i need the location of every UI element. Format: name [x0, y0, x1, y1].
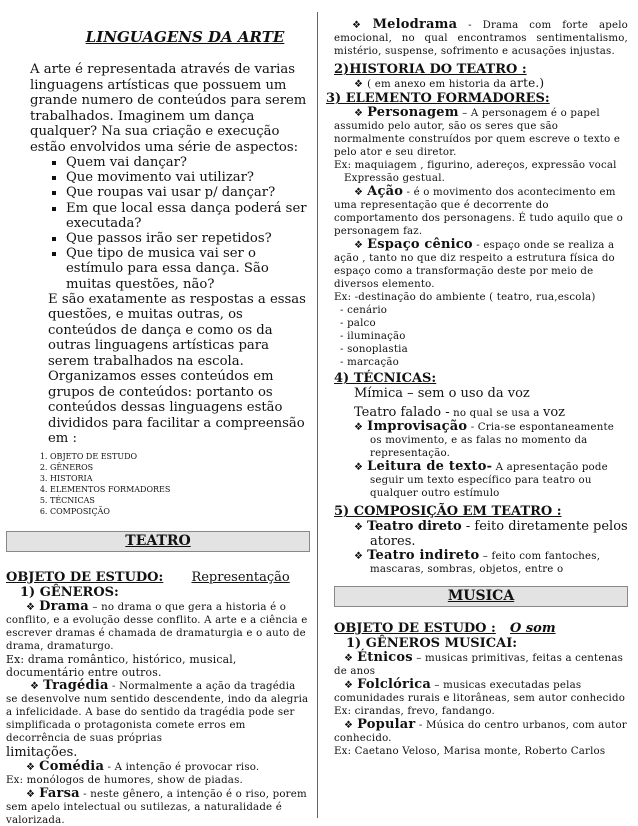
comedia-example: Ex: monólogos de humores, show de piadas.	[6, 774, 243, 786]
drama-title: Drama	[39, 598, 89, 614]
composicao-heading: 5) COMPOSIÇÃO EM TEATRO :	[334, 504, 562, 519]
right-column	[322, 0, 638, 826]
tragedia-title: Tragédia	[43, 677, 109, 693]
teatro-falado-text: no qual se usa a	[449, 408, 543, 419]
list-item: ▪ Em que local essa dança poderá ser executada?	[66, 201, 310, 231]
list-item: ▪ Que tipo de musica vai ser o estímulo para essa dança. São muitas questões, não?	[66, 246, 310, 292]
list-item: ▪ Que movimento vai utilizar?	[66, 170, 310, 185]
elementos-heading: 3) ELEMENTO FORMADORES:	[326, 91, 550, 106]
espaco-items	[340, 304, 628, 369]
direto-text: - feito diretamente pelos atores.	[370, 519, 628, 549]
diamond-bullet-icon: ❖	[354, 187, 364, 198]
historia-paragraph	[354, 77, 628, 91]
list-item: ▪ Que roupas vai usar p/ dançar?	[66, 185, 310, 200]
indireto-text: – feito com fantoches, mascaras, sombras, objetos, entre o	[370, 551, 601, 575]
indireto-paragraph	[354, 549, 628, 576]
etnicos-title: Étnicos	[357, 650, 413, 665]
espaco-example: Ex: -destinação do ambiente ( teatro, rua,escola)	[334, 292, 596, 303]
diamond-bullet-icon: ❖	[26, 601, 36, 613]
drama-text: – no drama o que gera a historia é o conflito, e a evolução desse conflito. A arte e a ciência e escrever dramas é chamada de dramaturgia e o auto de drama, dramaturgo.	[6, 601, 308, 652]
generos-heading: 1) GÊNEROS MUSICAI:	[346, 636, 518, 651]
paragraph-groups: Organizamos esses conteúdos em grupos de conteúdos: portanto os conteúdos dessas linguagens estão divididos para facilitar a compreensão em :	[48, 369, 305, 447]
list-item: 5. TÉCNICAS	[50, 495, 310, 506]
diamond-bullet-icon: ❖	[352, 20, 369, 31]
list-item: - marcação	[340, 357, 399, 368]
diamond-bullet-icon: ❖	[344, 680, 354, 691]
list-item: 4. ELEMENTOS FORMADORES	[50, 484, 310, 495]
historia-text: ( em anexo em historia da	[367, 79, 510, 90]
tragedia-paragraph	[6, 679, 310, 745]
melodrama-title: Melodrama	[372, 17, 458, 32]
objeto-label: OBJETO DE ESTUDO:	[6, 569, 164, 585]
list-item: - iluminação	[340, 331, 406, 342]
column-divider	[317, 12, 318, 818]
page-title: LINGUAGENS DA ARTE	[85, 28, 285, 46]
espaco-title: Espaço cênico	[367, 237, 473, 252]
list-item: 1. OBJETO DE ESTUDO	[50, 451, 310, 462]
improvisacao-paragraph	[354, 420, 628, 460]
folclorica-text: – musicas executadas pelas comunidades rurais e litorâneas, sem autor conhecido	[334, 680, 626, 704]
espaco-text: - espaço onde se realiza a ação , tanto no que diz respeito a estrutura física do espaço como a transformação deste por meio de diversos elemento.	[334, 240, 615, 290]
tragedia-end: limitações.	[6, 744, 78, 760]
diamond-bullet-icon: ❖	[26, 761, 36, 773]
tragedia-text: - Normalmente a ação da tragédia se desenvolve num sentido descendente, indo da alegria a infelicidade. A base do sentido da tragédia pode ser simplificada o protagonista comete erros em decorrência de suas próprias	[6, 680, 309, 744]
list-item: ▪ Quem vai dançar?	[66, 155, 310, 170]
left-column	[0, 0, 316, 826]
personagem-text: – A personagem é o papel assumido pelo autor, são os seres que são normalmente construídos por quem escreve o texto e pelo ator e seu diretor.	[334, 108, 621, 158]
folclorica-paragraph	[334, 678, 628, 705]
content-group-list	[30, 451, 310, 517]
farsa-title: Farsa	[39, 785, 80, 801]
popular-example: Ex: Caetano Veloso, Marisa monte, Roberto Carlos	[334, 746, 606, 757]
personagem-example: Ex: maquiagem , figurino, adereços, expressão vocal	[334, 160, 617, 171]
indireto-title: Teatro indireto	[367, 548, 480, 563]
popular-text: - Música do centro urbanos, com autor conhecido.	[334, 720, 627, 744]
melodrama-text: - Drama com forte apelo emocional, no qual encontramos sentimentalismo, mistério, suspense, sofrimento e acusações injustas.	[334, 20, 628, 57]
leitura-text: A apresentação pode seguir um texto específico para teatro ou qualquer outro estímulo	[370, 462, 608, 499]
diamond-bullet-icon: ❖	[30, 680, 40, 692]
diamond-bullet-icon: ❖	[354, 551, 364, 562]
diamond-bullet-icon: ❖	[26, 788, 36, 800]
question-list	[30, 155, 310, 292]
comedia-text: - A intenção é provocar riso.	[104, 761, 260, 773]
comedia-title: Comédia	[39, 758, 105, 774]
objeto-label: OBJETO DE ESTUDO :	[334, 621, 496, 636]
historia-end: arte.)	[509, 76, 545, 90]
drama-example: Ex: drama romântico, histórico, musical, documentário entre outros.	[6, 652, 237, 679]
objeto-value: O som	[509, 621, 556, 636]
diamond-bullet-icon: ❖	[354, 422, 364, 433]
list-item: - sonoplastia	[340, 344, 408, 355]
section-bar-teatro: TEATRO	[6, 531, 310, 552]
mimica-line: Mímica – sem o uso da voz	[354, 386, 530, 401]
acao-title: Ação	[367, 184, 404, 199]
teatro-falado-voz: voz	[543, 405, 566, 420]
diamond-bullet-icon: ❖	[344, 720, 354, 731]
direto-title: Teatro direto	[366, 519, 462, 534]
improvisacao-text: - Cria-se espontaneamente os movimento, e as falas no momento da representação.	[370, 422, 614, 459]
teatro-falado-title: Teatro falado -	[354, 405, 450, 420]
etnicos-paragraph	[334, 651, 628, 678]
diamond-bullet-icon: ❖	[344, 653, 354, 664]
folclorica-title: Folclórica	[357, 677, 431, 692]
acao-text: - é o movimento dos acontecimento em uma representação que é decorrente do comportamento dos personagens. É tudo aquilo que o personagem faz.	[334, 187, 624, 237]
generos-label: 1) GÊNEROS:	[20, 584, 119, 600]
list-item: 2. GÊNEROS	[50, 462, 310, 473]
section-bar-musica: MUSICA	[334, 586, 628, 607]
list-item: - cenário	[340, 305, 388, 316]
personagem-title: Personagem	[367, 105, 459, 120]
espaco-paragraph	[334, 238, 628, 291]
objeto-value: Representação	[191, 569, 290, 585]
acao-paragraph	[334, 185, 628, 238]
direto-paragraph	[354, 519, 628, 549]
popular-title: Popular	[357, 717, 416, 732]
comedia-paragraph	[6, 760, 310, 774]
list-item: - palco	[340, 318, 376, 329]
leitura-paragraph	[354, 460, 628, 500]
list-item: ▪ Que passos irão ser repetidos?	[66, 231, 310, 246]
diamond-bullet-icon: ❖	[354, 462, 364, 473]
melodrama-paragraph	[334, 18, 628, 58]
leitura-title: Leitura de texto-	[367, 459, 493, 474]
paragraph-answers: E são exatamente as respostas a essas questões, e muitas outras, os conteúdos de dança e como os da outras linguagens artísticas para serem trabalhados na escola.	[48, 291, 306, 369]
teatro-falado-line	[354, 401, 628, 420]
folclorica-example: Ex: cirandas, frevo, fandango.	[334, 706, 495, 717]
farsa-text: - neste gênero, a intenção é o riso, porem sem apelo intelectual ou sutilezas, a naturalidade é valorizada.	[6, 788, 307, 826]
personagem-example-2: Expressão gestual.	[344, 173, 446, 184]
diamond-bullet-icon: ❖	[354, 522, 363, 533]
tecnicas-heading: 4) TÉCNICAS:	[334, 371, 437, 386]
intro-paragraph: A arte é representada através de varias linguagens artísticas que possuem um grande numero de conteúdos para serem trabalhados. Imaginem um dança qualquer? Na sua criação e execução estão envolvidos uma série de aspectos:	[30, 62, 307, 155]
personagem-paragraph	[334, 106, 628, 159]
diamond-bullet-icon: ❖	[354, 108, 364, 119]
diamond-bullet-icon: ❖	[354, 79, 364, 90]
historia-heading: 2)HISTORIA DO TEATRO :	[334, 62, 527, 77]
list-item: 3. HISTORIA	[50, 473, 310, 484]
etnicos-text: – musicas primitivas, feitas a centenas de anos	[334, 653, 624, 677]
diamond-bullet-icon: ❖	[354, 240, 364, 251]
improvisacao-title: Improvisação	[367, 419, 468, 434]
drama-paragraph	[6, 600, 310, 653]
list-item: 6. COMPOSIÇÃO	[50, 506, 310, 517]
farsa-paragraph	[6, 787, 310, 826]
popular-paragraph	[334, 718, 628, 745]
